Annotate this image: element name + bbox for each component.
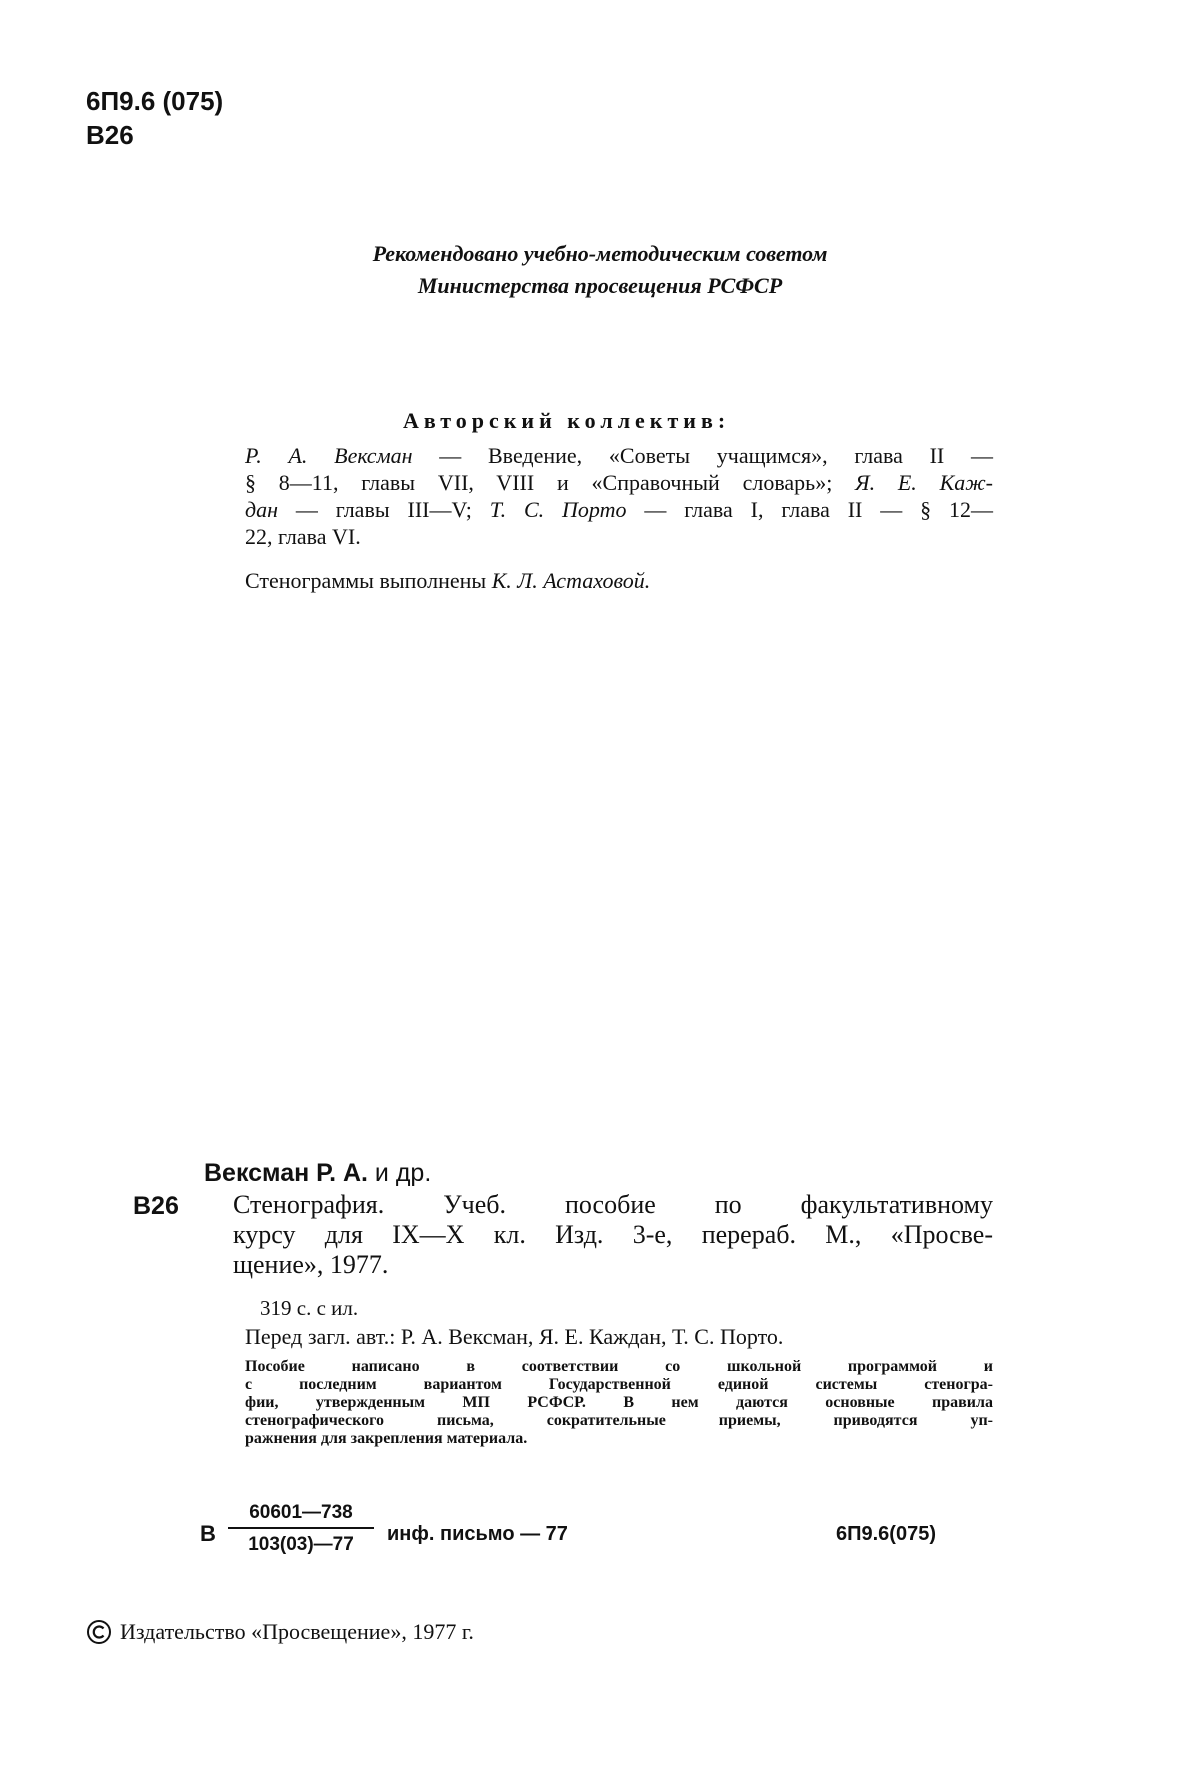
annotation-line-2: с последним вариантом Государственной единой системы стеногра- [245,1376,993,1393]
authors-list [245,442,993,550]
authors-line-1 [245,442,993,469]
stenograms-credit [245,568,650,594]
authors-line-2 [245,469,993,496]
author-name-kazhdan-cont: дан [245,497,279,522]
author-name-porto: Т. С. Порто [489,497,627,522]
biblio-description [233,1190,993,1280]
authors-line-4: 22, глава VI. [245,524,361,549]
biblio-code: В26 [133,1192,179,1220]
biblio-desc-line-1: Стенография. Учеб. пособие по факультативному [233,1190,993,1219]
biblio-author-name: Вексман Р. А. [204,1159,368,1187]
copyright-icon [86,1619,112,1645]
biblio-desc-line-3: щение», 1977. [233,1250,389,1279]
index-numerator: 60601—738 [249,1502,353,1523]
copyright-line [86,1619,474,1645]
classification-block [86,84,223,152]
copyright-text: Издательство «Просвещение», 1977 г. [120,1619,474,1644]
authors-line-1-text: — Введение, «Советы учащимся», глава II — [412,443,993,468]
authors-line-3-rest: — глава I, глава II — § 12— [626,497,993,522]
annotation-line-1: Пособие написано в соответствии со школьной программой и [245,1358,993,1375]
index-fraction [228,1502,374,1556]
authors-heading: Авторский коллектив: [403,408,731,433]
index-code-right: 6П9.6(075) [836,1523,936,1545]
author-name-veksman: Р. А. Вексман [245,443,413,468]
recommendation-line-2: Министерства просвещения РСФСР [417,273,783,298]
biblio-author [204,1159,431,1188]
annotation-line-3: фии, утвержденным МП РСФСР. В нем даются основные правила [245,1394,993,1411]
info-letter: инф. письмо — 77 [387,1523,568,1545]
stenograms-author: К. Л. Астаховой. [491,568,651,593]
biblio-desc-line-2: курсу для IX—X кл. Изд. 3-е, перераб. М., «Просве- [233,1220,993,1249]
index-denominator: 103(03)—77 [248,1534,354,1555]
authors-line-3 [245,496,993,523]
classification-code: 6П9.6 (075) [86,86,224,116]
before-title-authors: Перед загл. авт.: Р. А. Вексман, Я. Е. Каждан, Т. С. Порто. [245,1324,784,1349]
authors-line-2-text: § 8—11, главы VII, VIII и «Справочный словарь»; [245,470,856,495]
annotation [245,1358,993,1448]
biblio-author-rest: и др. [367,1159,432,1187]
recommendation-note [0,238,1200,302]
page-count: 319 с. с ил. [260,1296,359,1320]
author-name-kazhdan: Я. Е. Каж- [855,470,993,495]
recommendation-line-1: Рекомендовано учебно-методическим советом [372,241,828,266]
annotation-line-4: стенографического письма, сократительные приемы, приводятся уп- [245,1412,993,1429]
annotation-line-5: ражнения для закрепления материала. [245,1430,528,1447]
authors-line-3-text: — главы III—V; [278,497,490,522]
index-letter: В [200,1521,216,1546]
author-sign: В26 [86,120,134,150]
stenograms-prefix: Стенограммы выполнены [245,568,492,593]
